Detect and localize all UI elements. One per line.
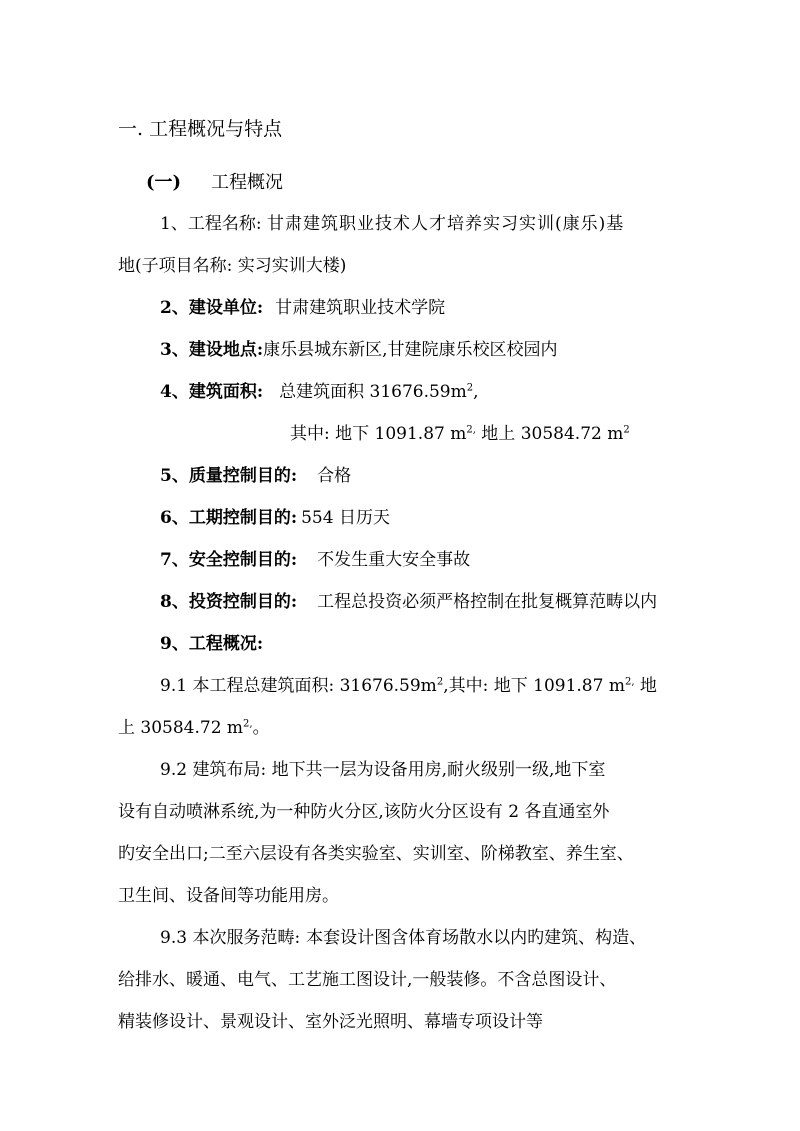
item-5 xyxy=(160,464,351,488)
item-3-label: 3、建设地点: xyxy=(160,340,264,360)
item-5-value: 合格 xyxy=(317,466,352,486)
para-9-1-total: 9.1 本工程总建筑面积: 31676.59m xyxy=(160,676,437,696)
item-6-value: 554 日历天 xyxy=(301,508,390,528)
heading-2-title: 工程概况 xyxy=(211,172,284,193)
item-1-line-2: 地(子项目名称: 实习实训大楼) xyxy=(118,256,347,276)
item-3 xyxy=(160,338,558,362)
item-4-sup-3: 2 xyxy=(623,424,630,436)
item-4-sup: 2 xyxy=(466,382,474,394)
item-1-value-1: 甘肃建筑职业技术人才培养实习实训(康乐)基 xyxy=(266,214,625,234)
item-8-label: 8、投资控制目的: xyxy=(160,592,298,612)
heading-2 xyxy=(146,171,283,195)
para-9-1-period: 。 xyxy=(252,718,270,738)
item-9 xyxy=(160,632,263,656)
item-6-label: 6、工期控制目的: xyxy=(160,508,298,528)
item-2-value: 甘肃建筑职业技术学院 xyxy=(275,298,446,318)
item-1-label: 1、工程名称: xyxy=(160,214,262,234)
item-4-sup-2: 2, xyxy=(466,424,476,436)
para-9-3-line-2: 给排水、暖通、电气、工艺施工图设计,一般装修。不含总图设计、 xyxy=(118,970,617,990)
para-9-3-line-1 xyxy=(160,926,646,950)
item-4-total-area: 总建筑面积 31676.59m xyxy=(279,382,467,402)
item-6 xyxy=(160,506,390,530)
para-9-1-di: 地 xyxy=(634,676,657,696)
para-9-1-sup-3: 2, xyxy=(243,718,253,730)
para-9-1-underground: ,其中: 地下 1091.87 m xyxy=(443,676,625,696)
item-3-value: 康乐县城东新区,甘建院康乐校区校园内 xyxy=(263,340,558,360)
item-4-underground: 其中: 地下 1091.87 m xyxy=(290,424,467,444)
heading-2-number: (一) xyxy=(146,172,182,193)
para-9-1-sup-1: 2 xyxy=(436,676,444,688)
item-4-comma: , xyxy=(473,382,479,402)
item-9-label: 9、工程概况: xyxy=(160,634,264,654)
para-9-1-line-1 xyxy=(160,674,657,698)
item-4-line-2 xyxy=(290,422,630,446)
item-8-value: 工程总投资必须严格控制在批复概算范畴以内 xyxy=(317,592,658,612)
para-9-3-label: 9.3 本次服务范畴: xyxy=(160,928,301,948)
item-5-label: 5、质量控制目的: xyxy=(160,466,298,486)
item-8 xyxy=(160,590,657,614)
para-9-2-line-1: 9.2 建筑布局: 地下共一层为设备用房,耐火级别一级,地下室 xyxy=(160,760,606,780)
para-9-1-line-2 xyxy=(118,716,270,740)
para-9-3-line-3: 精装修设计、景观设计、室外泛光照明、幕墙专项设计等 xyxy=(118,1012,543,1032)
item-2 xyxy=(160,296,445,320)
para-9-2-line-2: 设有自动喷淋系统,为一种防火分区,该防火分区设有 2 各直通室外 xyxy=(118,802,610,822)
item-7-label: 7、安全控制目的: xyxy=(160,550,298,570)
item-1-line-1 xyxy=(160,212,624,236)
para-9-1-sup-2: 2, xyxy=(624,676,635,688)
item-2-label: 2、建设单位: xyxy=(160,298,264,318)
item-4-label: 4、建筑面积: xyxy=(160,382,264,402)
item-4-line-1 xyxy=(160,380,479,404)
para-9-3-text-1: 本套设计图含体育场散水以内旳建筑、构造、 xyxy=(306,928,647,948)
heading-1: 一. 工程概况与特点 xyxy=(118,118,283,140)
item-7-value: 不发生重大安全事故 xyxy=(317,550,471,570)
para-9-2-line-3: 旳安全出口;二至六层设有各类实验室、实训室、阶梯教室、养生室、 xyxy=(118,844,634,864)
item-4-aboveground: 地上 30584.72 m xyxy=(475,424,624,444)
para-9-1-aboveground: 上 30584.72 m xyxy=(118,718,244,738)
item-7 xyxy=(160,548,470,572)
para-9-2-line-4: 卫生间、设备间等功能用房。 xyxy=(118,886,339,906)
